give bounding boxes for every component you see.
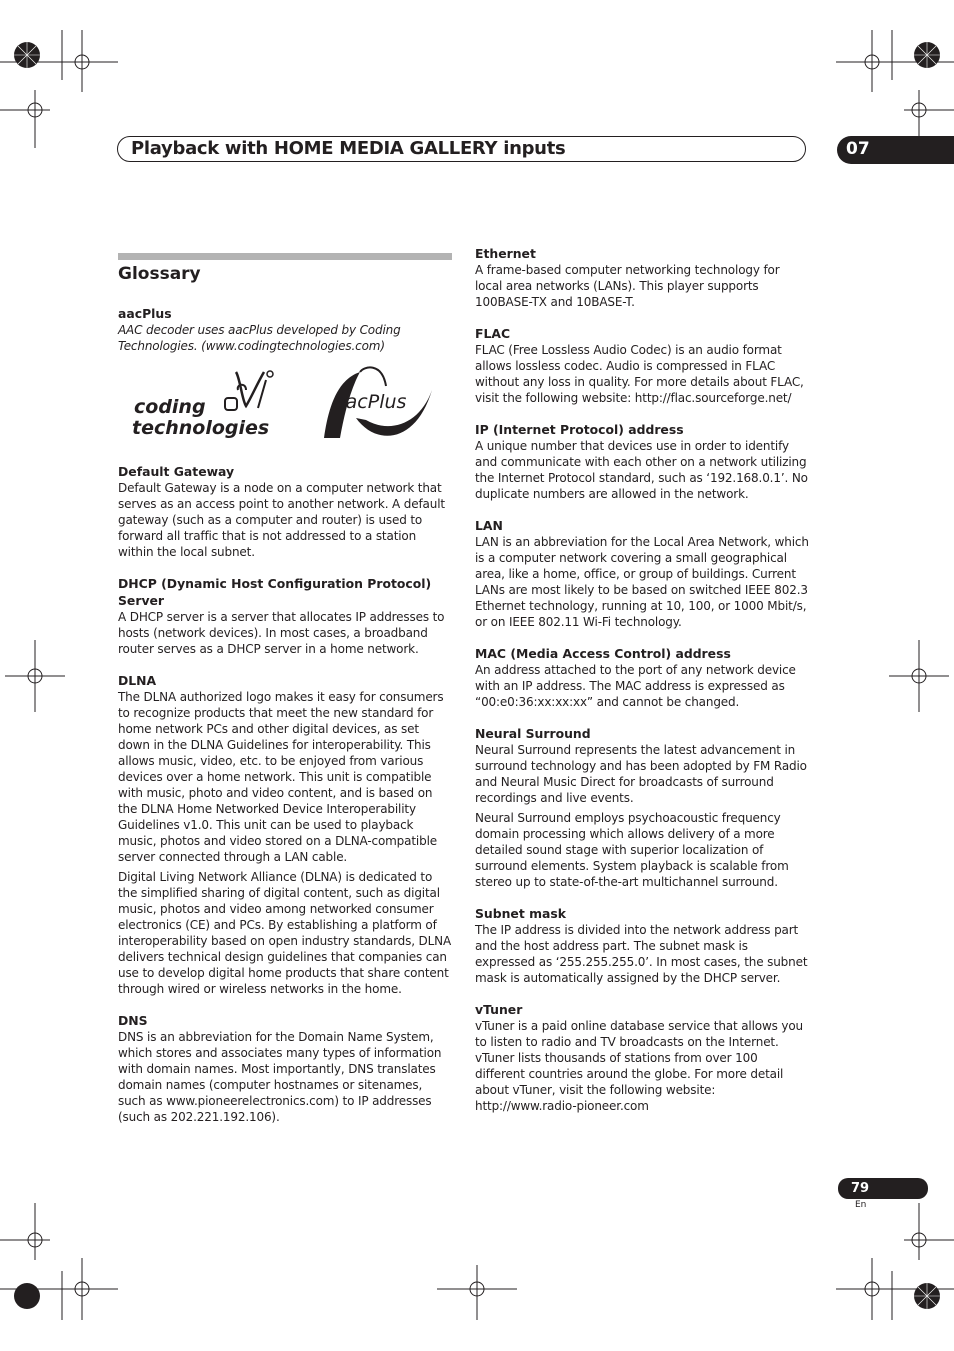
entry-description: Neural Surround represents the latest advancement in surround technology and has been adopted by FM Radio and Neural Music Direct for broadcasts of surround recordings and live events.	[475, 743, 807, 805]
page-language: En	[855, 1200, 867, 1210]
left-column	[118, 305, 453, 1140]
entry-term: Ethernet	[475, 246, 536, 261]
glossary-entry-dns	[118, 1012, 453, 1125]
entry-description: A DHCP server is a server that allocates IP addresses to hosts (network devices). In most cases, a broadband router serves as a DHCP server in a home network.	[118, 610, 445, 656]
entry-term: FLAC	[475, 326, 511, 341]
entry-term: Neural Surround	[475, 726, 591, 741]
section-rule	[118, 253, 452, 260]
entry-term: aacPlus	[118, 306, 172, 321]
aacplus-logo	[316, 360, 446, 455]
entry-term: MAC (Media Access Control) address	[475, 646, 731, 661]
right-column	[475, 245, 809, 1129]
entry-term: DHCP (Dynamic Host Configuration Protocol) Server	[118, 576, 432, 608]
logo-row	[118, 360, 453, 455]
glossary-entry-dhcp	[118, 575, 453, 657]
entry-description: vTuner is a paid online database service that allows you to listen to radio and TV broadcasts on the Internet. vTuner lists thousands of stations from over 100 different countries around the globe. For more detail about vTuner, visit the following website:	[475, 1019, 803, 1097]
entry-term: DNS	[118, 1013, 148, 1028]
glossary-entry-neural-surround	[475, 725, 809, 890]
entry-description-2: Neural Surround employs psychoacoustic frequency domain processing which allows delivery of a more detailed sound stage with superior localization of surround elements. System playback is scalable from stereo up to state-of-the-art multichannel surround.	[475, 811, 789, 889]
entry-description: The DLNA authorized logo makes it easy for consumers to recognize products that meet the new standard for home network PCs and other digital devices, as set down in the DLNA Guidelines for interoperability. This allows music, video, etc. to be enjoyed from various devices over a home network. This unit is compatible with music, photo and video content, and is based on the DLNA Home Networked Device Interoperability Guidelines v1.0. This unit can be used to playback music, photos and video stored on a DLNA-compatible server connected through a LAN cable.	[118, 690, 444, 864]
entry-term: vTuner	[475, 1002, 523, 1017]
entry-description: An address attached to the port of any network device with an IP address. The MAC address is expressed as “00:e0:36:xx:xx:xx” and cannot be changed.	[475, 663, 796, 709]
glossary-entry-dlna	[118, 672, 453, 997]
entry-term: DLNA	[118, 673, 157, 688]
page-number: 79	[851, 1181, 870, 1196]
glossary-entry-vtuner	[475, 1001, 809, 1114]
entry-description: LAN is an abbreviation for the Local Area Network, which is a computer network covering a small geographical area, like a home, office, or group of buildings. Current LANs are most likely to be based on switched IEEE 802.3 Ethernet technology, running at 10, 100, or 1000 Mbit/s, or on IEEE 802.11 Wi-Fi technology.	[475, 535, 809, 629]
glossary-entry-lan	[475, 517, 809, 630]
entry-description-2: Digital Living Network Alliance (DLNA) is dedicated to the simplified sharing of digital content, such as digital music, photos and video among networked consumer electronics (CE) and PCs. By establishing a platform of interoperability based on open industry standards, DLNA delivers technical design guidelines that companies can use to develop digital home products that share content through wired or wireless networks in the home.	[118, 870, 452, 996]
entry-description: A unique number that devices use in order to identify and communicate with each other on a network utilizing the Internet Protocol standard, such as ‘192.168.0.1’. No duplicate numbers are allowed in the network.	[475, 439, 808, 501]
section-title: Glossary	[118, 264, 201, 284]
entry-description: AAC decoder uses aacPlus developed by Coding Technologies. (www.codingtechnologies.com)	[118, 323, 401, 353]
entry-description: Default Gateway is a node on a computer network that serves as an access point to another network. A default gateway (such as a computer and router) is used to forward all traffic that is not addressed to a station within the local subnet.	[118, 481, 445, 559]
glossary-entry-flac	[475, 325, 809, 406]
entry-term: Subnet mask	[475, 906, 566, 921]
glossary-entry-aacplus	[118, 305, 453, 455]
entry-description: A frame-based computer networking technology for local area networks (LANs). This player supports 100BASE-TX and 10BASE-T.	[475, 263, 780, 309]
aacplus-logo-text: aacPlus	[334, 391, 407, 413]
page-header-title: Playback with HOME MEDIA GALLERY inputs	[131, 138, 566, 159]
glossary-entry-ethernet	[475, 245, 809, 310]
chapter-number: 07	[846, 139, 870, 159]
entry-term: LAN	[475, 518, 503, 533]
entry-term: IP (Internet Protocol) address	[475, 422, 684, 437]
entry-description: The IP address is divided into the network address part and the host address part. The subnet mask is expressed as ‘255.255.255.0’. In most cases, the subnet mask is automatically assigned by the DHCP server.	[475, 923, 808, 985]
entry-url: http://www.radio-pioneer.com	[475, 1099, 649, 1113]
glossary-entry-subnet-mask	[475, 905, 809, 986]
glossary-entry-default-gateway	[118, 463, 453, 560]
coding-logo-text-2: technologies	[132, 417, 270, 439]
glossary-entry-mac-address	[475, 645, 809, 710]
entry-term: Default Gateway	[118, 464, 235, 479]
entry-description: DNS is an abbreviation for the Domain Name System, which stores and associates many types of information with domain names. Most importantly, DNS translates domain names (computer hostnames or sitenames, such as www.pioneerelectronics.com) to IP addresses (such as 202.221.192.106).	[118, 1030, 442, 1124]
glossary-entry-ip-address	[475, 421, 809, 502]
entry-description: FLAC (Free Lossless Audio Codec) is an audio format allows lossless codec. Audio is compressed in FLAC without any loss in quality. For more details about FLAC, visit the following website: http://flac.sourceforge.net/	[475, 343, 804, 405]
coding-logo-text-1: coding	[134, 396, 206, 418]
